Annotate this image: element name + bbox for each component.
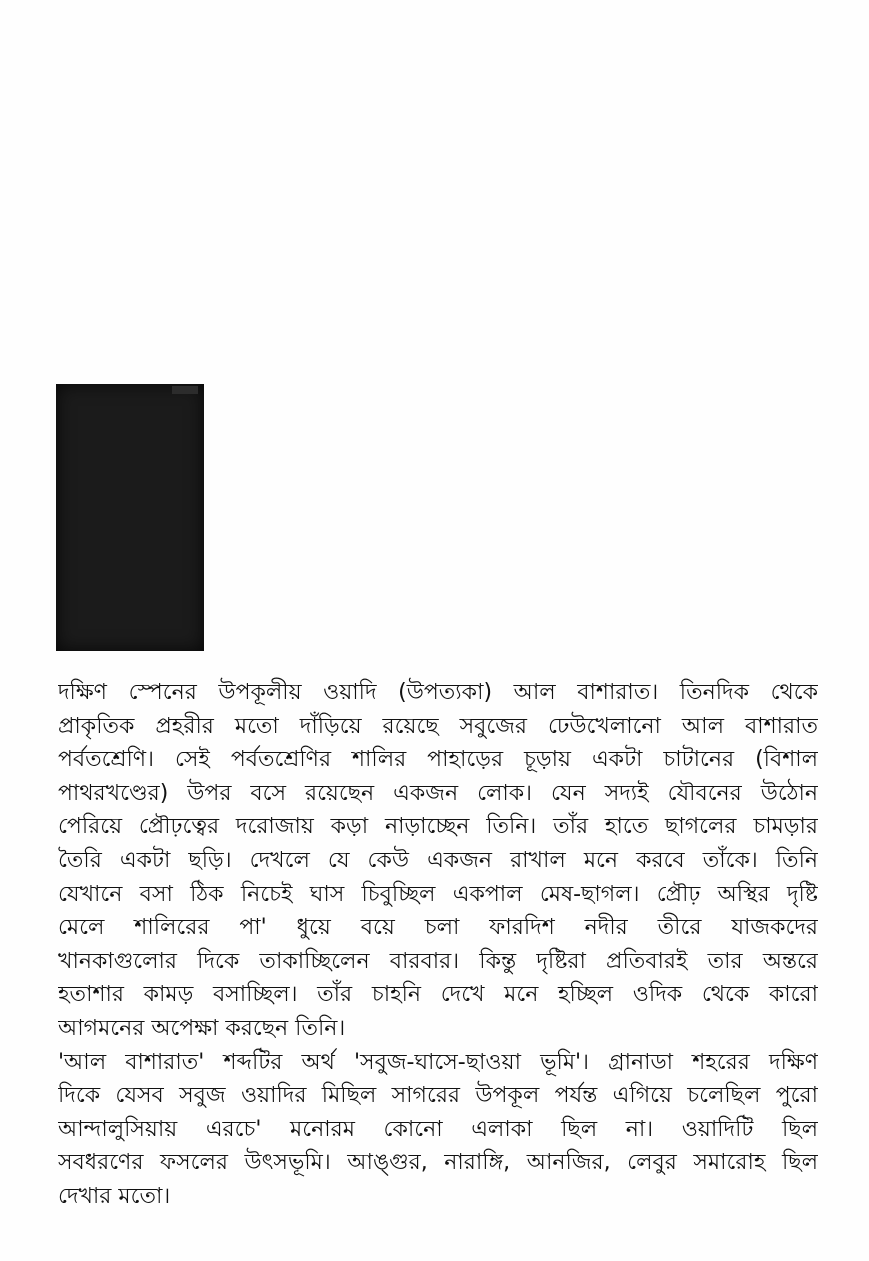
text-line: মেলে শালিরের পা' ধুয়ে বয়ে চলা ফারদিশ নদীর তীরে যাজকদের — [58, 915, 818, 941]
text-line: যেখানে বসা ঠিক নিচেই ঘাস চিবুচ্ছিল একপাল মেষ-ছাগল। প্রৌঢ় অস্থির দৃষ্টি — [58, 881, 818, 907]
text-line: সবধরণের ফসলের উৎসভূমি। আঙ্গুর, নারাঙ্গি, আনজির, লেবুর সমারোহ ছিল — [58, 1150, 818, 1176]
text-line: পেরিয়ে প্রৌঢ়ত্বের দরোজায় কড়া নাড়াচ্ছেন তিনি। তাঁর হাতে ছাগলের চামড়ার — [58, 814, 818, 840]
text-line: খানকাগুলোর দিকে তাকাচ্ছিলেন বারবার। কিন্তু দৃষ্টিরা প্রতিবারই তার অন্তরে — [58, 948, 818, 974]
text-line: 'আল বাশারাত' শব্দটির অর্থ 'সবুজ-ঘাসে-ছাওয়া ভূমি'। গ্রানাডা শহরের দক্ষিণ — [58, 1049, 818, 1075]
text-line: আগমনের অপেক্ষা করছেন তিনি। — [58, 1015, 346, 1041]
book-cover-image — [56, 384, 204, 651]
text-line: দেখার মতো। — [58, 1183, 171, 1209]
text-line: পাথরখণ্ডের) উপর বসে রয়েছেন একজন লোক। যেন সদ্যই যৌবনের উঠোন — [58, 780, 818, 806]
text-line: দিকে যেসব সবুজ ওয়াদির মিছিল সাগরের উপকূল পর্যন্ত এগিয়ে চলেছিল পুরো — [58, 1083, 818, 1109]
text-line: প্রাকৃতিক প্রহরীর মতো দাঁড়িয়ে রয়েছে সবুজের ঢেউখেলানো আল বাশারাত — [58, 713, 818, 739]
cover-sticker — [172, 386, 198, 394]
text-line: হতাশার কামড় বসাচ্ছিল। তাঁর চাহনি দেখে মনে হচ্ছিল ওদিক থেকে কারো — [58, 982, 818, 1008]
body-text — [58, 676, 818, 1214]
text-line: তৈরি একটা ছড়ি। দেখলে যে কেউ একজন রাখাল মনে করবে তাঁকে। তিনি — [58, 847, 818, 873]
text-line: পর্বতশ্রেণি। সেই পর্বতশ্রেণির শালির পাহাড়ের চূড়ায় একটা চাটানের (বিশাল — [58, 747, 818, 773]
text-line: দক্ষিণ স্পেনের উপকূলীয় ওয়াদি (উপত্যকা) আল বাশারাত। তিনদিক থেকে — [58, 680, 818, 705]
text-line: আন্দালুসিয়ায় এরচে' মনোরম কোনো এলাকা ছিল না। ওয়াদিটি ছিল — [58, 1116, 818, 1142]
